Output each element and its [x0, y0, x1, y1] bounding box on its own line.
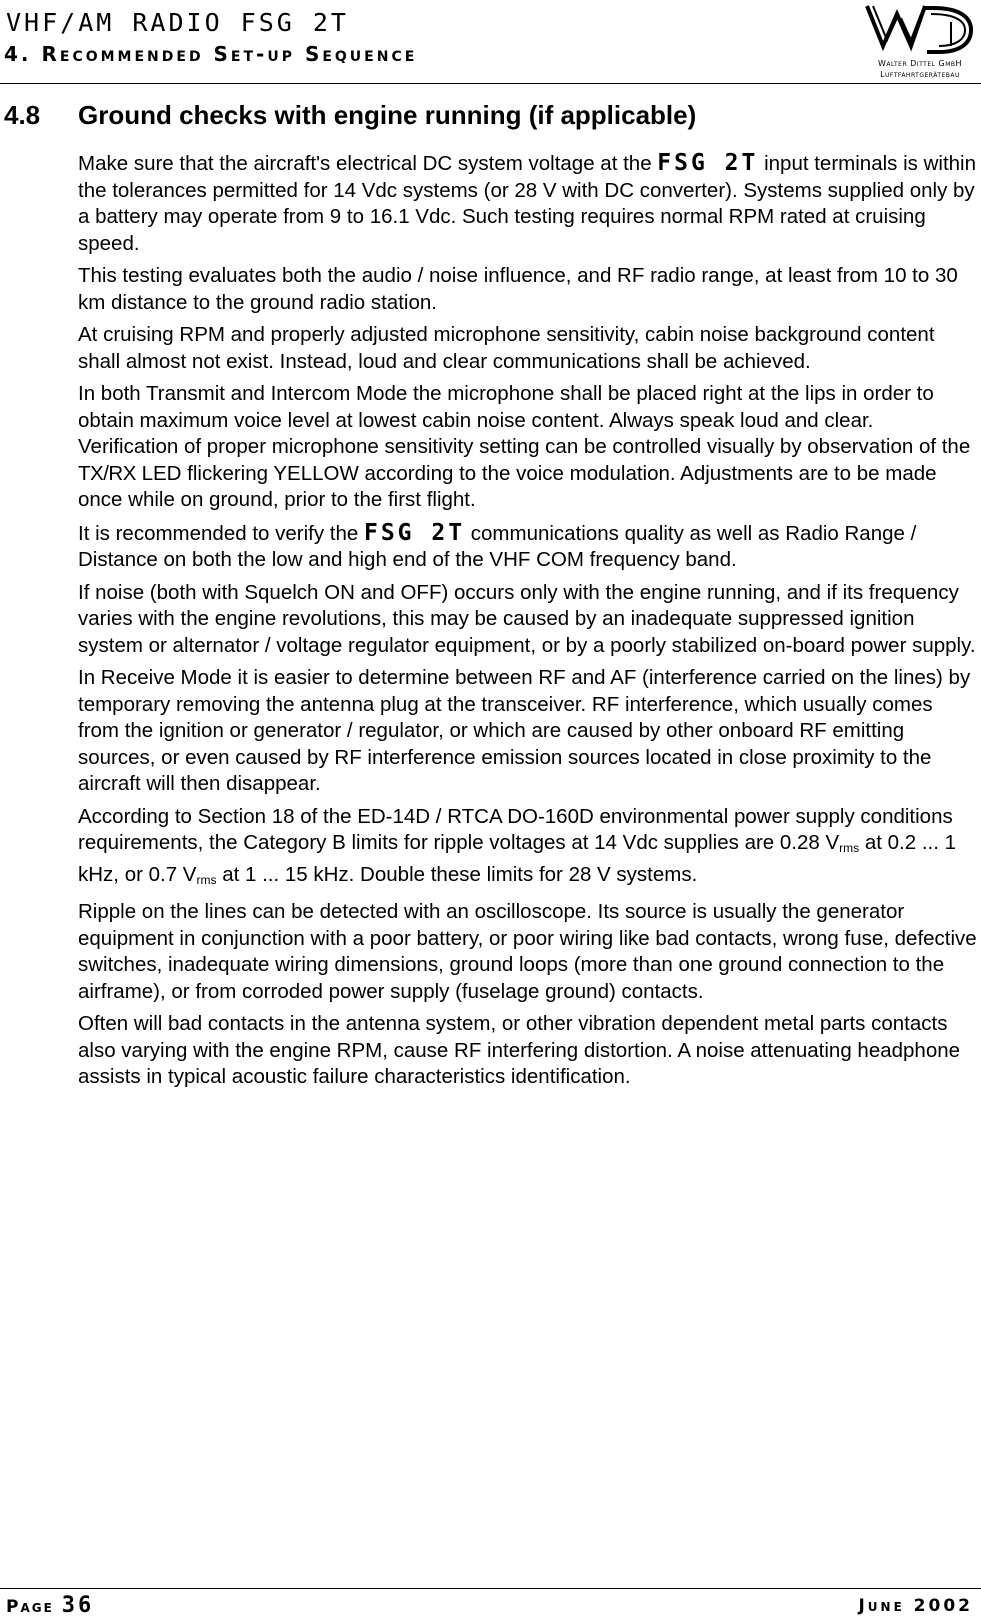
page-footer-left [6, 1593, 94, 1618]
company-logo [861, 0, 979, 88]
subscript-rms: rms [839, 841, 860, 855]
paragraph: If noise (both with Squelch ON and OFF) occurs only with the engine running, and if its frequency varies with the engine revolutions, this may be caused by an inadequate suppressed ignition system or alternator / voltage regulator equipment, or by a poorly stabilized on-board power supply. [78, 580, 976, 657]
section-body [78, 150, 978, 1097]
logo-company-name: Walter Dittel GmbH [877, 59, 963, 68]
footer-rule [0, 1588, 981, 1589]
chapter-title: 4. Recommended Set-up Sequence [4, 42, 418, 66]
paragraph: Often will bad contacts in the antenna system, or other vibration dependent metal parts contacts also varying with the engine RPM, cause RF interfering distortion. A noise attenuating headphone assists in typical acoustic failure characteristics identification. [78, 1012, 961, 1088]
paragraph: In Receive Mode it is easier to determine between RF and AF (interference carried on the lines) by temporary removing the antenna plug at the transceiver. RF interference, which usually comes from the ignition or generator / regulator, or which are caused by other onboard RF emitting sources, or even caused by RF interference emission sources located in close proximity to the aircraft will then disappear. [78, 666, 971, 795]
header-rule [0, 83, 981, 84]
subscript-rms: rms [196, 872, 217, 887]
page-number: 36 [61, 1593, 95, 1618]
paragraph: At cruising RPM and properly adjusted microphone sensitivity, cabin noise background content shall almost not exist. Instead, loud and clear communications shall be achieved. [78, 323, 935, 373]
section-title: Ground checks with engine running (if applicable) [78, 100, 697, 130]
led-label: TX/RX [78, 461, 136, 485]
paragraph: According to Section 18 of the ED-14D / RTCA DO-160D environmental power supply conditions requirements, the Category B limits for ripple voltages at 14 Vdc supplies are 0.28 $V_{rms}$ at 0.2 ... 1 kHz, or 0.7 $V_{rms}$ at 1 ... 15 kHz. Double these limits for 28 V systems. [78, 804, 957, 887]
wd-logo-icon [861, 0, 979, 58]
paragraph: Make sure that the aircraft's electrical DC system voltage at the FSG 2T input terminals is within the tolerances permitted for 14 Vdc systems (or 28 V with DC converter). Systems supplied only by a battery may operate from 9 to 16.1 Vdc. Such testing requires normal RPM rated at cruising speed. [78, 150, 977, 255]
product-name: FSG 2T [363, 519, 466, 546]
paragraph: In both Transmit and Intercom Mode the microphone shall be placed right at the lips in order to obtain maximum voice level at lowest cabin noise content. Always speak loud and clear. Verification of proper microphone sensitivity setting can be controlled visually by observation of the TX/RX LED flickering YELLOW according to the voice modulation. Adjustments are to be made once while on ground, prior to the first flight. [78, 382, 971, 511]
section-number: 4.8 [4, 100, 41, 130]
document-title: VHF/AM RADIO FSG 2T [6, 8, 349, 37]
paragraph: Ripple on the lines can be detected with an oscilloscope. Its source is usually the generator equipment in conjunction with a poor battery, or poor wiring like bad contacts, wrong fuse, defective switches, inadequate wiring dimensions, ground loops (more than one ground connection to the airframe), or from corroded power supply (fuselage ground) contacts. [78, 900, 977, 1003]
paragraph: This testing evaluates both the audio / noise influence, and RF radio range, at least from 10 to 30 km distance to the ground radio station. [78, 264, 958, 314]
page-label: Page [6, 1597, 54, 1617]
logo-company-subtitle: Luftfahrtgerätebau [880, 70, 960, 79]
footer-date: June 2002 [858, 1596, 973, 1616]
product-name: FSG 2T [657, 150, 759, 176]
paragraph: It is recommended to verify the FSG 2T communications quality as well as Radio Range / Distance on both the low and high end of the VHF COM frequency band. [78, 519, 917, 571]
